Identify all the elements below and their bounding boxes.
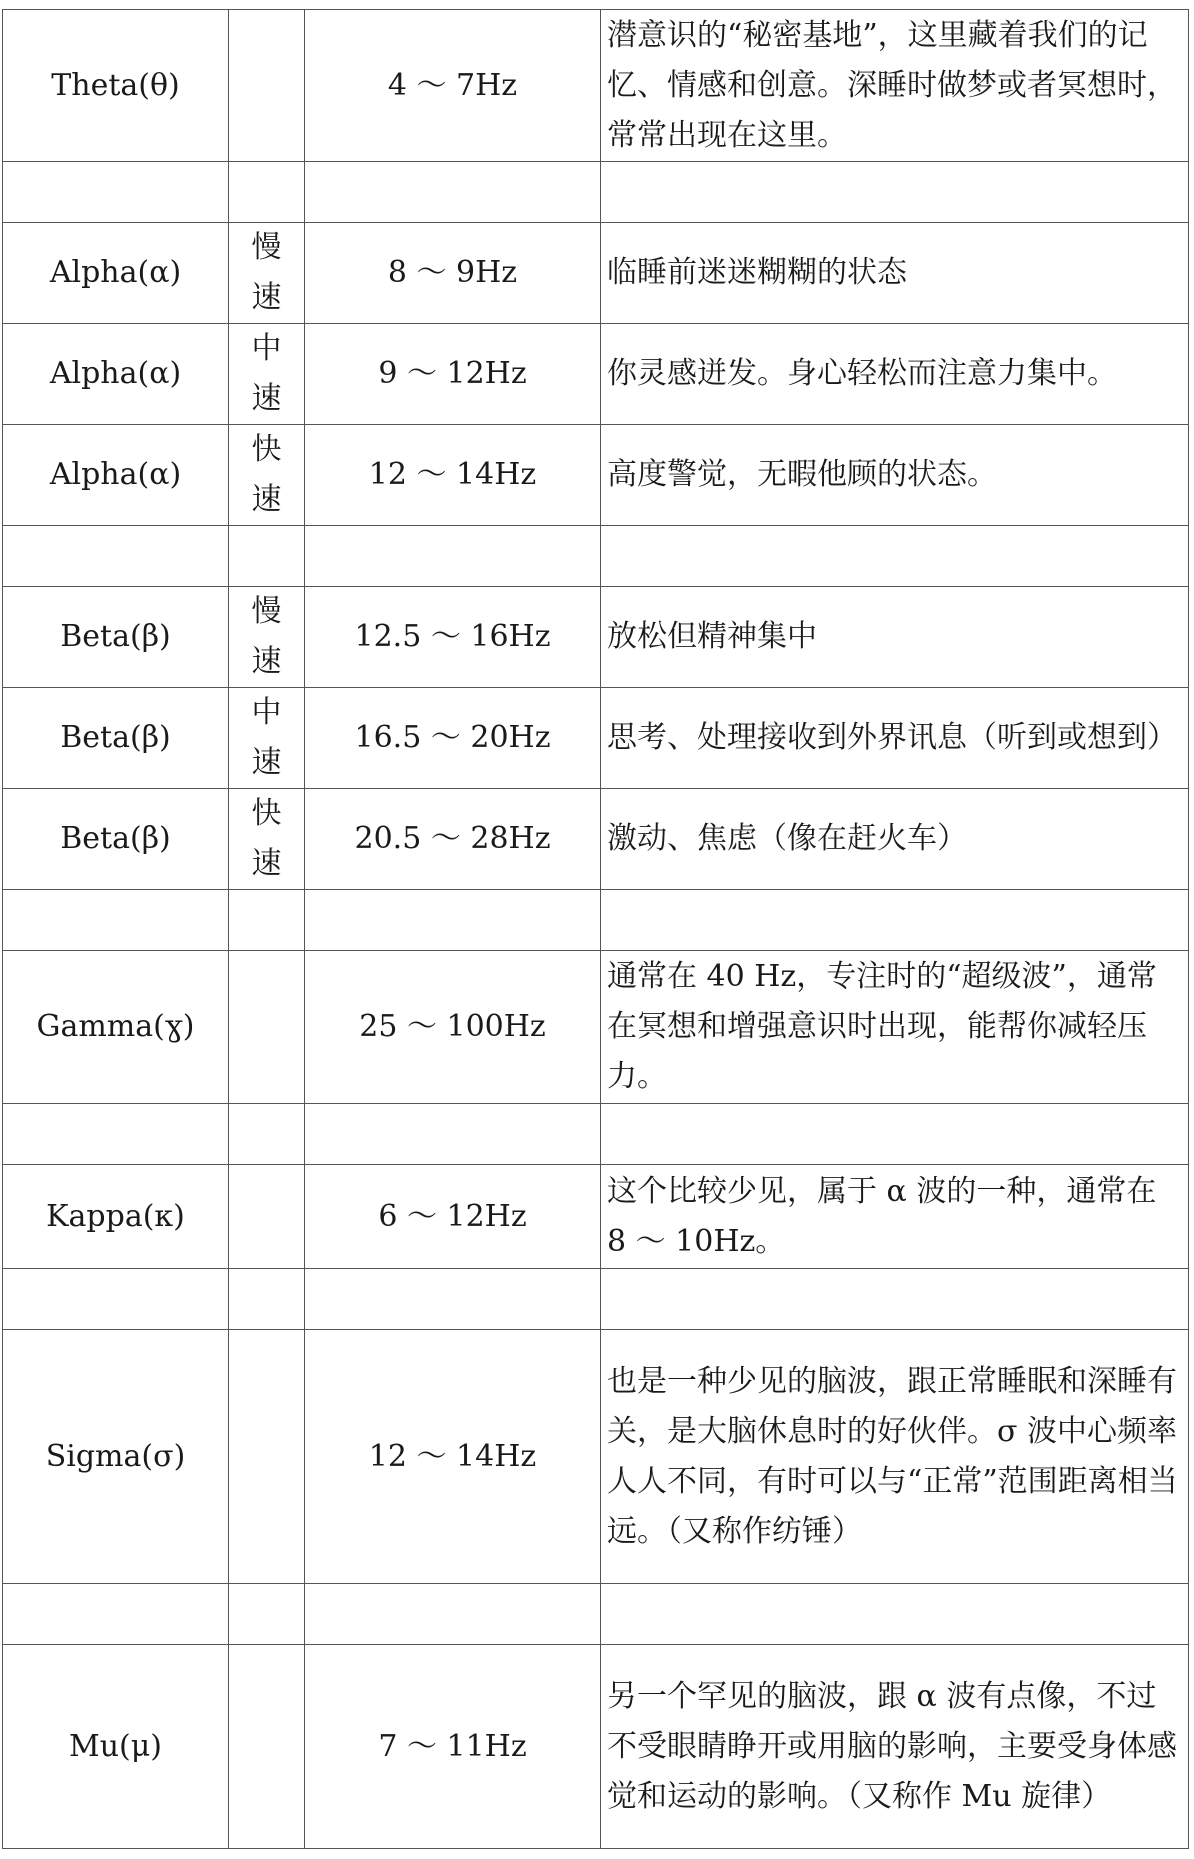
empty-cell — [229, 162, 305, 223]
frequency-range-cell: 4 ～ 7Hz — [305, 10, 601, 162]
description-cell: 通常在 40 Hz，专注时的“超级波”，通常在冥想和增强意识时出现，能帮你减轻压力。 — [601, 951, 1189, 1104]
speed-char: 速 — [251, 381, 282, 416]
speed-cell — [229, 10, 305, 162]
description-cell: 潜意识的“秘密基地”，这里藏着我们的记忆、情感和创意。深睡时做梦或者冥想时，常常出现在这里。 — [601, 10, 1189, 162]
speed-char: 快 — [251, 796, 282, 831]
frequency-range-cell: 12.5 ～ 16Hz — [305, 587, 601, 688]
speed-char: 速 — [251, 644, 282, 679]
empty-cell — [601, 1584, 1189, 1645]
description-cell: 放松但精神集中 — [601, 587, 1189, 688]
frequency-range-cell: 9 ～ 12Hz — [305, 324, 601, 425]
speed-cell — [229, 688, 305, 789]
brainwave-table-body — [3, 10, 1189, 1849]
speed-cell — [229, 1330, 305, 1584]
wave-row — [3, 10, 1189, 162]
frequency-range-cell: 25 ～ 100Hz — [305, 951, 601, 1104]
empty-cell — [305, 162, 601, 223]
frequency-range-cell: 12 ～ 14Hz — [305, 1330, 601, 1584]
spacer-row — [3, 526, 1189, 587]
description-cell: 这个比较少见，属于 α 波的一种，通常在 8 ～ 10Hz。 — [601, 1165, 1189, 1269]
wave-name-cell: Beta(β) — [3, 789, 229, 890]
wave-name-cell: Beta(β) — [3, 587, 229, 688]
description-cell: 思考、处理接收到外界讯息（听到或想到） — [601, 688, 1189, 789]
empty-cell — [3, 1584, 229, 1645]
spacer-row — [3, 890, 1189, 951]
speed-char: 慢 — [251, 594, 282, 629]
description-cell: 激动、焦虑（像在赶火车） — [601, 789, 1189, 890]
empty-cell — [3, 162, 229, 223]
empty-cell — [3, 890, 229, 951]
wave-name-cell: Beta(β) — [3, 688, 229, 789]
empty-cell — [305, 526, 601, 587]
empty-cell — [229, 1104, 305, 1165]
wave-row — [3, 587, 1189, 688]
empty-cell — [229, 890, 305, 951]
empty-cell — [229, 1269, 305, 1330]
wave-row — [3, 688, 1189, 789]
empty-cell — [601, 526, 1189, 587]
description-cell: 你灵感迸发。身心轻松而注意力集中。 — [601, 324, 1189, 425]
wave-row — [3, 1165, 1189, 1269]
wave-name-cell: Mu(μ) — [3, 1645, 229, 1849]
speed-char: 快 — [251, 432, 282, 467]
frequency-range-cell: 8 ～ 9Hz — [305, 223, 601, 324]
empty-cell — [305, 1269, 601, 1330]
speed-cell — [229, 951, 305, 1104]
empty-cell — [601, 1269, 1189, 1330]
wave-name-cell: Theta(θ) — [3, 10, 229, 162]
frequency-range-cell: 12 ～ 14Hz — [305, 425, 601, 526]
empty-cell — [3, 526, 229, 587]
wave-row — [3, 1330, 1189, 1584]
wave-name-cell: Alpha(α) — [3, 223, 229, 324]
empty-cell — [305, 1104, 601, 1165]
spacer-row — [3, 1104, 1189, 1165]
description-cell: 另一个罕见的脑波，跟 α 波有点像，不过不受眼睛睁开或用脑的影响，主要受身体感觉和运动的影响。（又称作 Mu 旋律） — [601, 1645, 1189, 1849]
frequency-range-cell: 16.5 ～ 20Hz — [305, 688, 601, 789]
empty-cell — [229, 526, 305, 587]
speed-char: 速 — [251, 280, 282, 315]
speed-char: 中 — [251, 695, 282, 730]
speed-cell — [229, 425, 305, 526]
speed-char: 速 — [251, 745, 282, 780]
wave-row — [3, 324, 1189, 425]
speed-cell — [229, 223, 305, 324]
empty-cell — [3, 1269, 229, 1330]
wave-row — [3, 1645, 1189, 1849]
wave-row — [3, 789, 1189, 890]
speed-cell — [229, 1645, 305, 1849]
wave-row — [3, 951, 1189, 1104]
frequency-range-cell: 6 ～ 12Hz — [305, 1165, 601, 1269]
speed-cell — [229, 789, 305, 890]
empty-cell — [229, 1584, 305, 1645]
wave-row — [3, 425, 1189, 526]
wave-name-cell: Alpha(α) — [3, 324, 229, 425]
empty-cell — [601, 162, 1189, 223]
spacer-row — [3, 1269, 1189, 1330]
speed-char: 中 — [251, 331, 282, 366]
description-cell: 也是一种少见的脑波，跟正常睡眠和深睡有关，是大脑休息时的好伙伴。σ 波中心频率人人不同，有时可以与“正常”范围距离相当远。（又称作纺锤） — [601, 1330, 1189, 1584]
spacer-row — [3, 1584, 1189, 1645]
wave-name-cell: Kappa(κ) — [3, 1165, 229, 1269]
description-cell: 临睡前迷迷糊糊的状态 — [601, 223, 1189, 324]
speed-cell — [229, 587, 305, 688]
empty-cell — [601, 1104, 1189, 1165]
wave-name-cell: Sigma(σ) — [3, 1330, 229, 1584]
empty-cell — [601, 890, 1189, 951]
empty-cell — [3, 1104, 229, 1165]
wave-name-cell: Gamma(ɣ) — [3, 951, 229, 1104]
brainwave-table — [2, 9, 1189, 1849]
speed-char: 速 — [251, 846, 282, 881]
speed-cell — [229, 1165, 305, 1269]
wave-row — [3, 223, 1189, 324]
frequency-range-cell: 7 ～ 11Hz — [305, 1645, 601, 1849]
spacer-row — [3, 162, 1189, 223]
empty-cell — [305, 1584, 601, 1645]
empty-cell — [305, 890, 601, 951]
speed-char: 速 — [251, 482, 282, 517]
frequency-range-cell: 20.5 ～ 28Hz — [305, 789, 601, 890]
speed-char: 慢 — [251, 230, 282, 265]
description-cell: 高度警觉，无暇他顾的状态。 — [601, 425, 1189, 526]
wave-name-cell: Alpha(α) — [3, 425, 229, 526]
speed-cell — [229, 324, 305, 425]
